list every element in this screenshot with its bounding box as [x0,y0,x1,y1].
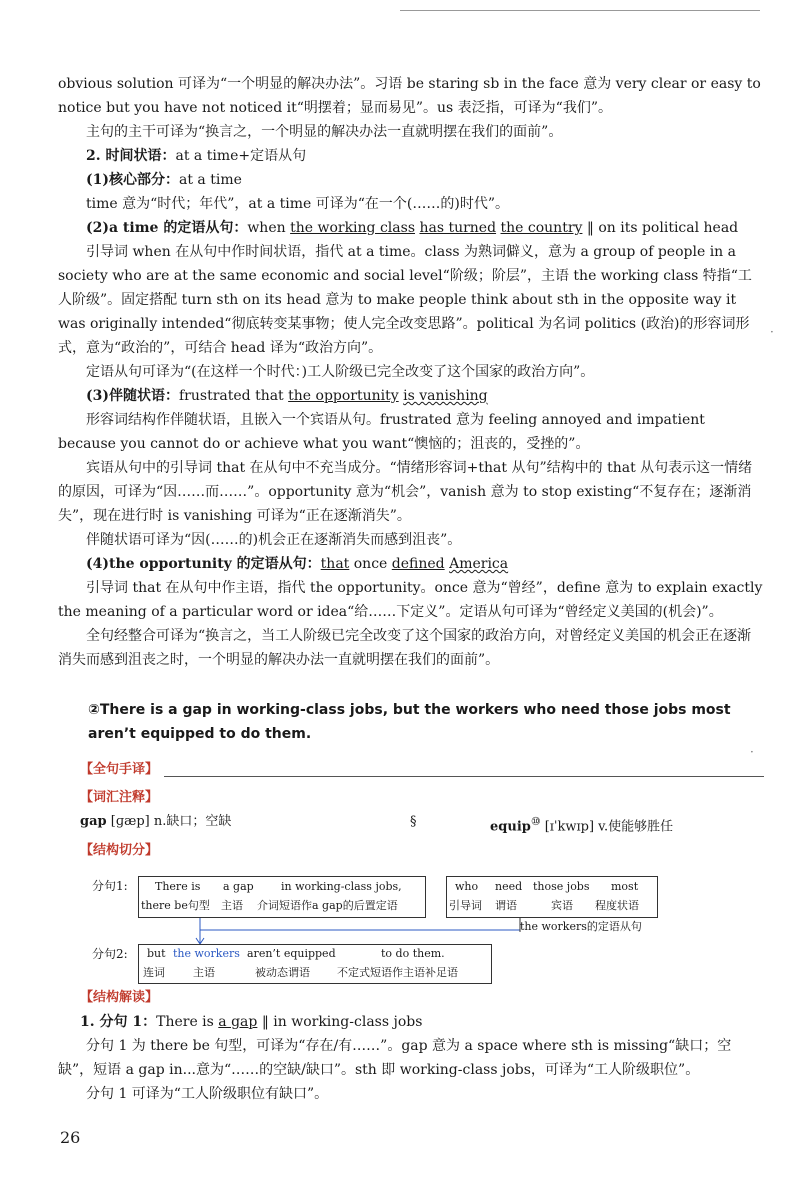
heading-label: 2. 时间状语： [86,148,176,164]
c1-word: in working-class jobs, [281,880,402,893]
page-number: 26 [60,1128,81,1147]
vocab-superscript: ⑩ [530,815,541,828]
clause2-box [138,944,492,984]
heading-label: (3)伴随状语： [86,388,179,404]
c1-role: there be句型 [141,899,210,912]
margin-mark: · [770,325,774,339]
heading-label: (1)核心部分： [86,172,179,188]
c1b-note: the workers的定语从句 [520,920,642,933]
section-tag-structure: 【结构切分】 [80,843,159,859]
c2-word: aren’t equipped [247,947,336,960]
clause2-label: 分句2: [92,947,128,961]
paragraph: 主句的主干可译为“换言之，一个明显的解决办法一直就明摆在我们的面前”。 [86,124,563,140]
c1b-role: 程度状语 [595,899,639,912]
sentence-part: when [247,220,291,236]
heading-label: 1. 分句 1： [80,1014,157,1030]
c1b-role: 引导词 [449,899,482,912]
c2-word: to do them. [381,947,445,960]
vocab-definition: [ɪˈkwɪp] v.使能够胜任 [540,819,674,835]
heading-label: (2)a time 的定语从句： [86,220,248,236]
c2-role: 不定式短语作主语补足语 [337,966,458,979]
subject-underline: a gap [218,1014,258,1030]
paragraph: 引导词 when 在从句中作时间状语，指代 at a time。class 为熟词僻义，意为 a group of people in a society who are at the same economic and social level“阶级；阶层”，主语 the working class 特指“工人阶级”。固定搭配 turn sth on its head 意为 to make people think about sth in the opposite way it was originally intended“彻底转变某事物；使人完全改变思路”。political 为名词 politics (政治)的形容词形式，意为“政治的”，可结合 head 译为“政治方向”。 [58,244,752,356]
c2-word: the workers [173,947,240,960]
paragraph: 伴随状语可译为“因(……的)机会正在逐渐消失而感到沮丧”。 [86,532,462,548]
c1b-word: most [611,880,639,893]
c1-role: 介词短语作a gap的后置定语 [257,899,398,912]
c1-role: 主语 [221,899,243,912]
heading-label: (4)the opportunity 的定语从句： [86,556,321,572]
paragraph: 分句 1 为 there be 句型，可译为“存在/有……”。gap 意为 a space where sth is missing“缺口；空缺”，短语 a gap in...意为“……的空缺/缺口”。sth 即 working-class jobs，可译为“工人阶级职位”。 [58,1038,732,1078]
c2-word: but [147,947,166,960]
vocab-definition: [ɡæp] n.缺口；空缺 [106,814,232,829]
c2-role: 主语 [193,966,215,979]
sentence-part: frustrated that [179,388,289,404]
clause1-label: 分句1: [92,879,128,893]
paragraph: 全句经整合可译为“换言之，当工人阶级已完全改变了这个国家的政治方向，对曾经定义美国的机会正在逐渐消失而感到沮丧之时，一个明显的解决办法一直就明摆在我们的面前”。 [58,628,752,668]
predicate-underline: defined [391,556,445,572]
margin-mark: · [750,745,754,759]
paragraph: 引导词 that 在从句中作主语，指代 the opportunity。once 意为“曾经”，define 意为 to explain exactly the meaning of a particular word or idea“给……下定义”。定语从句可译为“曾经定义美国的(机会)”。 [58,580,763,620]
subject-underline: the opportunity [288,388,399,404]
analysis-section [58,986,764,1106]
object-underline: the country [500,220,583,236]
sentence-part: once [349,556,392,572]
heading-text: at a time+定语从句 [175,148,307,164]
c1-word: There is [155,880,201,893]
c1b-role: 宾语 [551,899,573,912]
vocab-word: equip [490,819,531,835]
c1b-role: 谓语 [495,899,517,912]
sentence-part: ‖ in working-class jobs [257,1014,423,1030]
subject-underline: the working class [290,220,415,236]
predicate-wavy: is vanishing [403,388,488,404]
section-tag-vocab: 【词汇注释】 [80,790,159,805]
paragraph: 分句 1 可译为“工人阶级职位有缺口”。 [86,1086,329,1102]
c1b-word: who [455,880,479,893]
sentence-part: ‖ on its political head [582,220,739,236]
c1-word: a gap [223,880,254,893]
paragraph: 定语从句可译为“(在这样一个时代：)工人阶级已完全改变了这个国家的政治方向”。 [86,364,595,380]
example-sentence: ②There is a gap in working-class jobs, but the workers who need those jobs most aren’t equipped to do them. [88,702,731,742]
section-tag-translation: 【全句手译】 [80,762,159,777]
c1b-word: those jobs [533,880,590,893]
subject-underline: that [320,556,350,572]
paragraph: 形容词结构作伴随状语，且嵌入一个宾语从句。frustrated 意为 feeling annoyed and impatient because you cannot do or achieve what you want“懊恼的；沮丧的，受挫的”。 [58,412,705,452]
section-tag-analysis: 【结构解读】 [80,990,159,1005]
c2-role: 被动态谓语 [255,966,310,979]
c2-role: 连词 [143,966,165,979]
object-wavy: America [449,556,509,572]
c1b-word: need [495,880,523,893]
vocab-word: gap [80,814,107,829]
predicate-underline: has turned [419,220,497,236]
paragraph: obvious solution 可译为“一个明显的解决办法”。习语 be staring sb in the face 意为 very clear or easy to notice but you have not noticed it“明摆着；显而易见”。us 表泛指，可译为“我们”。 [58,76,761,116]
vocab-mark: § [410,814,417,829]
sentence-part: There is [156,1014,219,1030]
heading-text: at a time [179,172,242,188]
paragraph: time 意为“时代；年代”，at a time 可译为“在一个(……的)时代”。 [86,196,509,212]
paragraph: 宾语从句中的引导词 that 在从句中不充当成分。“情绪形容词+that 从句”结构中的 that 从句表示这一情绪的原因，可译为“因……而……”。opportunity 意为“机会”，vanish 意为 to stop existing“不复存在；逐渐消失”，现在进行时 is vanishing 可译为“正在逐渐消失”。 [58,460,753,524]
analysis-heading [80,1010,764,1034]
